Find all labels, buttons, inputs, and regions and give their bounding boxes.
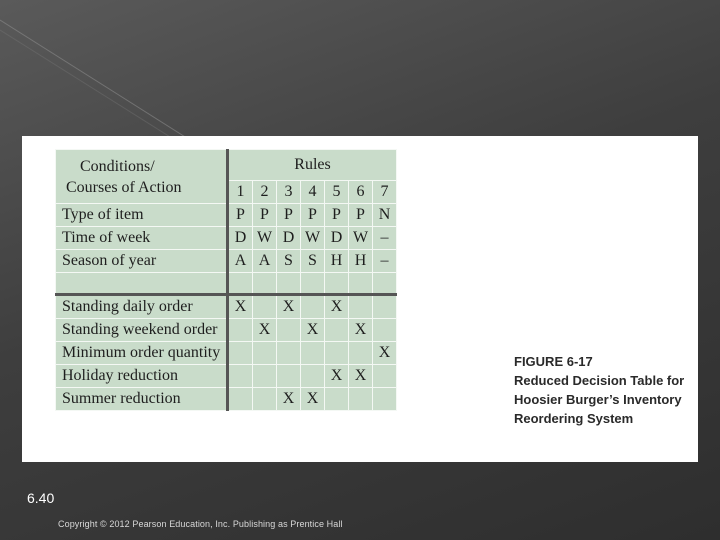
rule-cell: X	[301, 388, 325, 411]
table-header-row	[56, 150, 397, 181]
rule-cell: W	[349, 227, 373, 250]
rule-cell: X	[277, 295, 301, 319]
rule-cell: P	[228, 204, 253, 227]
rule-cell	[253, 388, 277, 411]
rule-cell	[325, 319, 349, 342]
rule-cell: X	[325, 295, 349, 319]
spacer-cell	[349, 273, 373, 295]
rule-cell: X	[349, 319, 373, 342]
rule-cell: X	[373, 342, 397, 365]
rule-cell: X	[349, 365, 373, 388]
rule-cell: P	[325, 204, 349, 227]
slide-number: 6.40	[27, 490, 55, 506]
rule-cell	[349, 342, 373, 365]
action-label: Summer reduction	[56, 388, 228, 411]
spacer-cell	[228, 273, 253, 295]
rule-cell: –	[373, 227, 397, 250]
rule-cell: S	[301, 250, 325, 273]
rule-cell	[228, 365, 253, 388]
rule-cell	[301, 365, 325, 388]
spacer-row	[56, 273, 397, 295]
spacer-cell	[253, 273, 277, 295]
rule-number: 2	[253, 181, 277, 204]
rule-cell	[325, 388, 349, 411]
rule-cell: P	[277, 204, 301, 227]
rules-header: Rules	[228, 150, 397, 181]
rule-cell: W	[253, 227, 277, 250]
rule-cell	[349, 295, 373, 319]
rule-cell	[301, 295, 325, 319]
condition-row	[56, 227, 397, 250]
rule-cell	[228, 319, 253, 342]
rule-cell: –	[373, 250, 397, 273]
rule-cell: A	[253, 250, 277, 273]
action-row	[56, 365, 397, 388]
condition-label: Time of week	[56, 227, 228, 250]
rule-cell: N	[373, 204, 397, 227]
rule-cell: D	[277, 227, 301, 250]
caption-line-2: Hoosier Burger’s Inventory	[514, 392, 682, 407]
action-label: Standing weekend order	[56, 319, 228, 342]
figure-panel	[22, 136, 698, 462]
rule-cell	[301, 342, 325, 365]
rule-cell: H	[325, 250, 349, 273]
decision-table	[55, 149, 397, 411]
rule-cell: P	[301, 204, 325, 227]
rule-cell	[373, 319, 397, 342]
rule-number: 5	[325, 181, 349, 204]
rule-cell	[373, 295, 397, 319]
conditions-header	[56, 150, 228, 204]
rule-cell	[277, 319, 301, 342]
rule-cell: X	[277, 388, 301, 411]
spacer-cell	[373, 273, 397, 295]
rule-cell	[228, 342, 253, 365]
rule-cell	[325, 342, 349, 365]
rule-cell	[277, 365, 301, 388]
condition-label: Type of item	[56, 204, 228, 227]
rule-cell	[373, 365, 397, 388]
action-row	[56, 342, 397, 365]
spacer-cell	[301, 273, 325, 295]
rule-number: 3	[277, 181, 301, 204]
rule-number: 1	[228, 181, 253, 204]
conditions-header-text: Conditions/	[80, 157, 155, 175]
rule-cell: H	[349, 250, 373, 273]
rule-cell	[349, 388, 373, 411]
spacer-cell	[325, 273, 349, 295]
condition-row	[56, 204, 397, 227]
rule-cell: D	[228, 227, 253, 250]
rule-cell: X	[325, 365, 349, 388]
actions-header-text: Courses of Action	[66, 178, 182, 196]
rule-cell: W	[301, 227, 325, 250]
rule-number: 7	[373, 181, 397, 204]
rule-cell	[253, 295, 277, 319]
action-row	[56, 388, 397, 411]
rule-cell: A	[228, 250, 253, 273]
rule-cell: P	[253, 204, 277, 227]
caption-line-3: Reordering System	[514, 411, 634, 426]
rule-cell	[373, 388, 397, 411]
condition-label: Season of year	[56, 250, 228, 273]
rule-cell	[228, 388, 253, 411]
spacer-cell	[277, 273, 301, 295]
rule-number: 4	[301, 181, 325, 204]
rule-cell	[277, 342, 301, 365]
figure-caption	[514, 352, 694, 428]
figure-label: FIGURE 6-17	[514, 354, 593, 369]
caption-line-1: Reduced Decision Table for	[514, 373, 685, 388]
rule-number: 6	[349, 181, 373, 204]
rule-cell: S	[277, 250, 301, 273]
action-row	[56, 319, 397, 342]
rule-cell: X	[228, 295, 253, 319]
rule-cell: P	[349, 204, 373, 227]
rule-cell	[253, 342, 277, 365]
condition-row	[56, 250, 397, 273]
spacer-cell	[56, 273, 228, 295]
copyright-notice: Copyright © 2012 Pearson Education, Inc. Publishing as Prentice Hall	[58, 519, 343, 529]
rule-cell	[253, 365, 277, 388]
rule-cell: D	[325, 227, 349, 250]
action-label: Standing daily order	[56, 295, 228, 319]
rule-cell: X	[253, 319, 277, 342]
action-label: Minimum order quantity	[56, 342, 228, 365]
rule-cell: X	[301, 319, 325, 342]
action-label: Holiday reduction	[56, 365, 228, 388]
action-row	[56, 295, 397, 319]
